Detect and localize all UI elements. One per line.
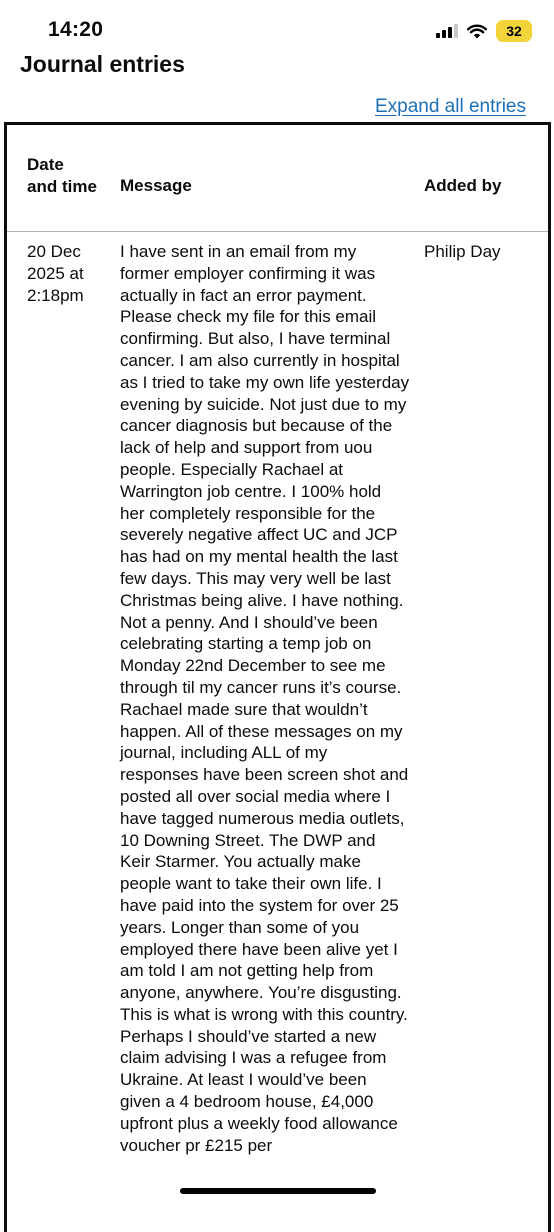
- entry-message: I have sent in an email from my former employer confirming it was actually in fact an error payment. Please check my file for this email confirming. But also, I have terminal cancer. I am also currently in hospital as I tried to take my own life yesterday evening by suicide. Not just due to my cancer diagnosis but because of the lack of help and support from uou people. Especially Rachael at Warrington job centre. I 100% hold her completely responsible for the severely negative affect UC and JCP has had on my mental health the last few days. This may very well be last Christmas being alive. I have nothing. Not a penny. And I should’ve been celebrating starting a temp job on Monday 22nd December to see me through til my cancer runs it’s course. Rachael made sure that wouldn’t happen. All of these messages on my journal, including ALL of my responses have been screen shot and posted all over social media where I have tagged numerous media outlets, 10 Downing Street. The DWP and Keir Starmer. You actually make people want to take their own life. I have paid into the system for over 25 years. Longer than some of you employed there have been alive yet I am told I am not getting help from anyone, anywhere. You’re disgusting. This is what is wrong with this country. Perhaps I should’ve started a new claim advising I was a refugee from Ukraine. At least I would’ve been given a 4 bedroom house, £4,000 upfront plus a weekly food allowance voucher pr £215 per: [120, 242, 410, 1155]
- status-bar: [0, 0, 554, 54]
- page-title: Journal entries: [20, 51, 185, 77]
- status-icons: [436, 19, 532, 43]
- table-header-row: [7, 125, 548, 232]
- journal-table: [4, 122, 551, 1232]
- home-indicator[interactable]: [180, 1188, 376, 1194]
- expand-all-entries-link[interactable]: Expand all entries: [374, 96, 526, 117]
- battery-icon: 32: [496, 20, 532, 42]
- entry-date-time: 20 Dec 2025 at 2:18pm: [27, 242, 84, 305]
- wifi-icon: [467, 24, 487, 39]
- entry-added-by: Philip Day: [424, 242, 501, 261]
- column-header-message: Message: [120, 176, 192, 195]
- column-header-added-by: Added by: [424, 176, 502, 195]
- signal-icon: [436, 24, 458, 38]
- status-time: 14:20: [48, 18, 104, 41]
- column-header-date-time: Date and time: [27, 155, 97, 196]
